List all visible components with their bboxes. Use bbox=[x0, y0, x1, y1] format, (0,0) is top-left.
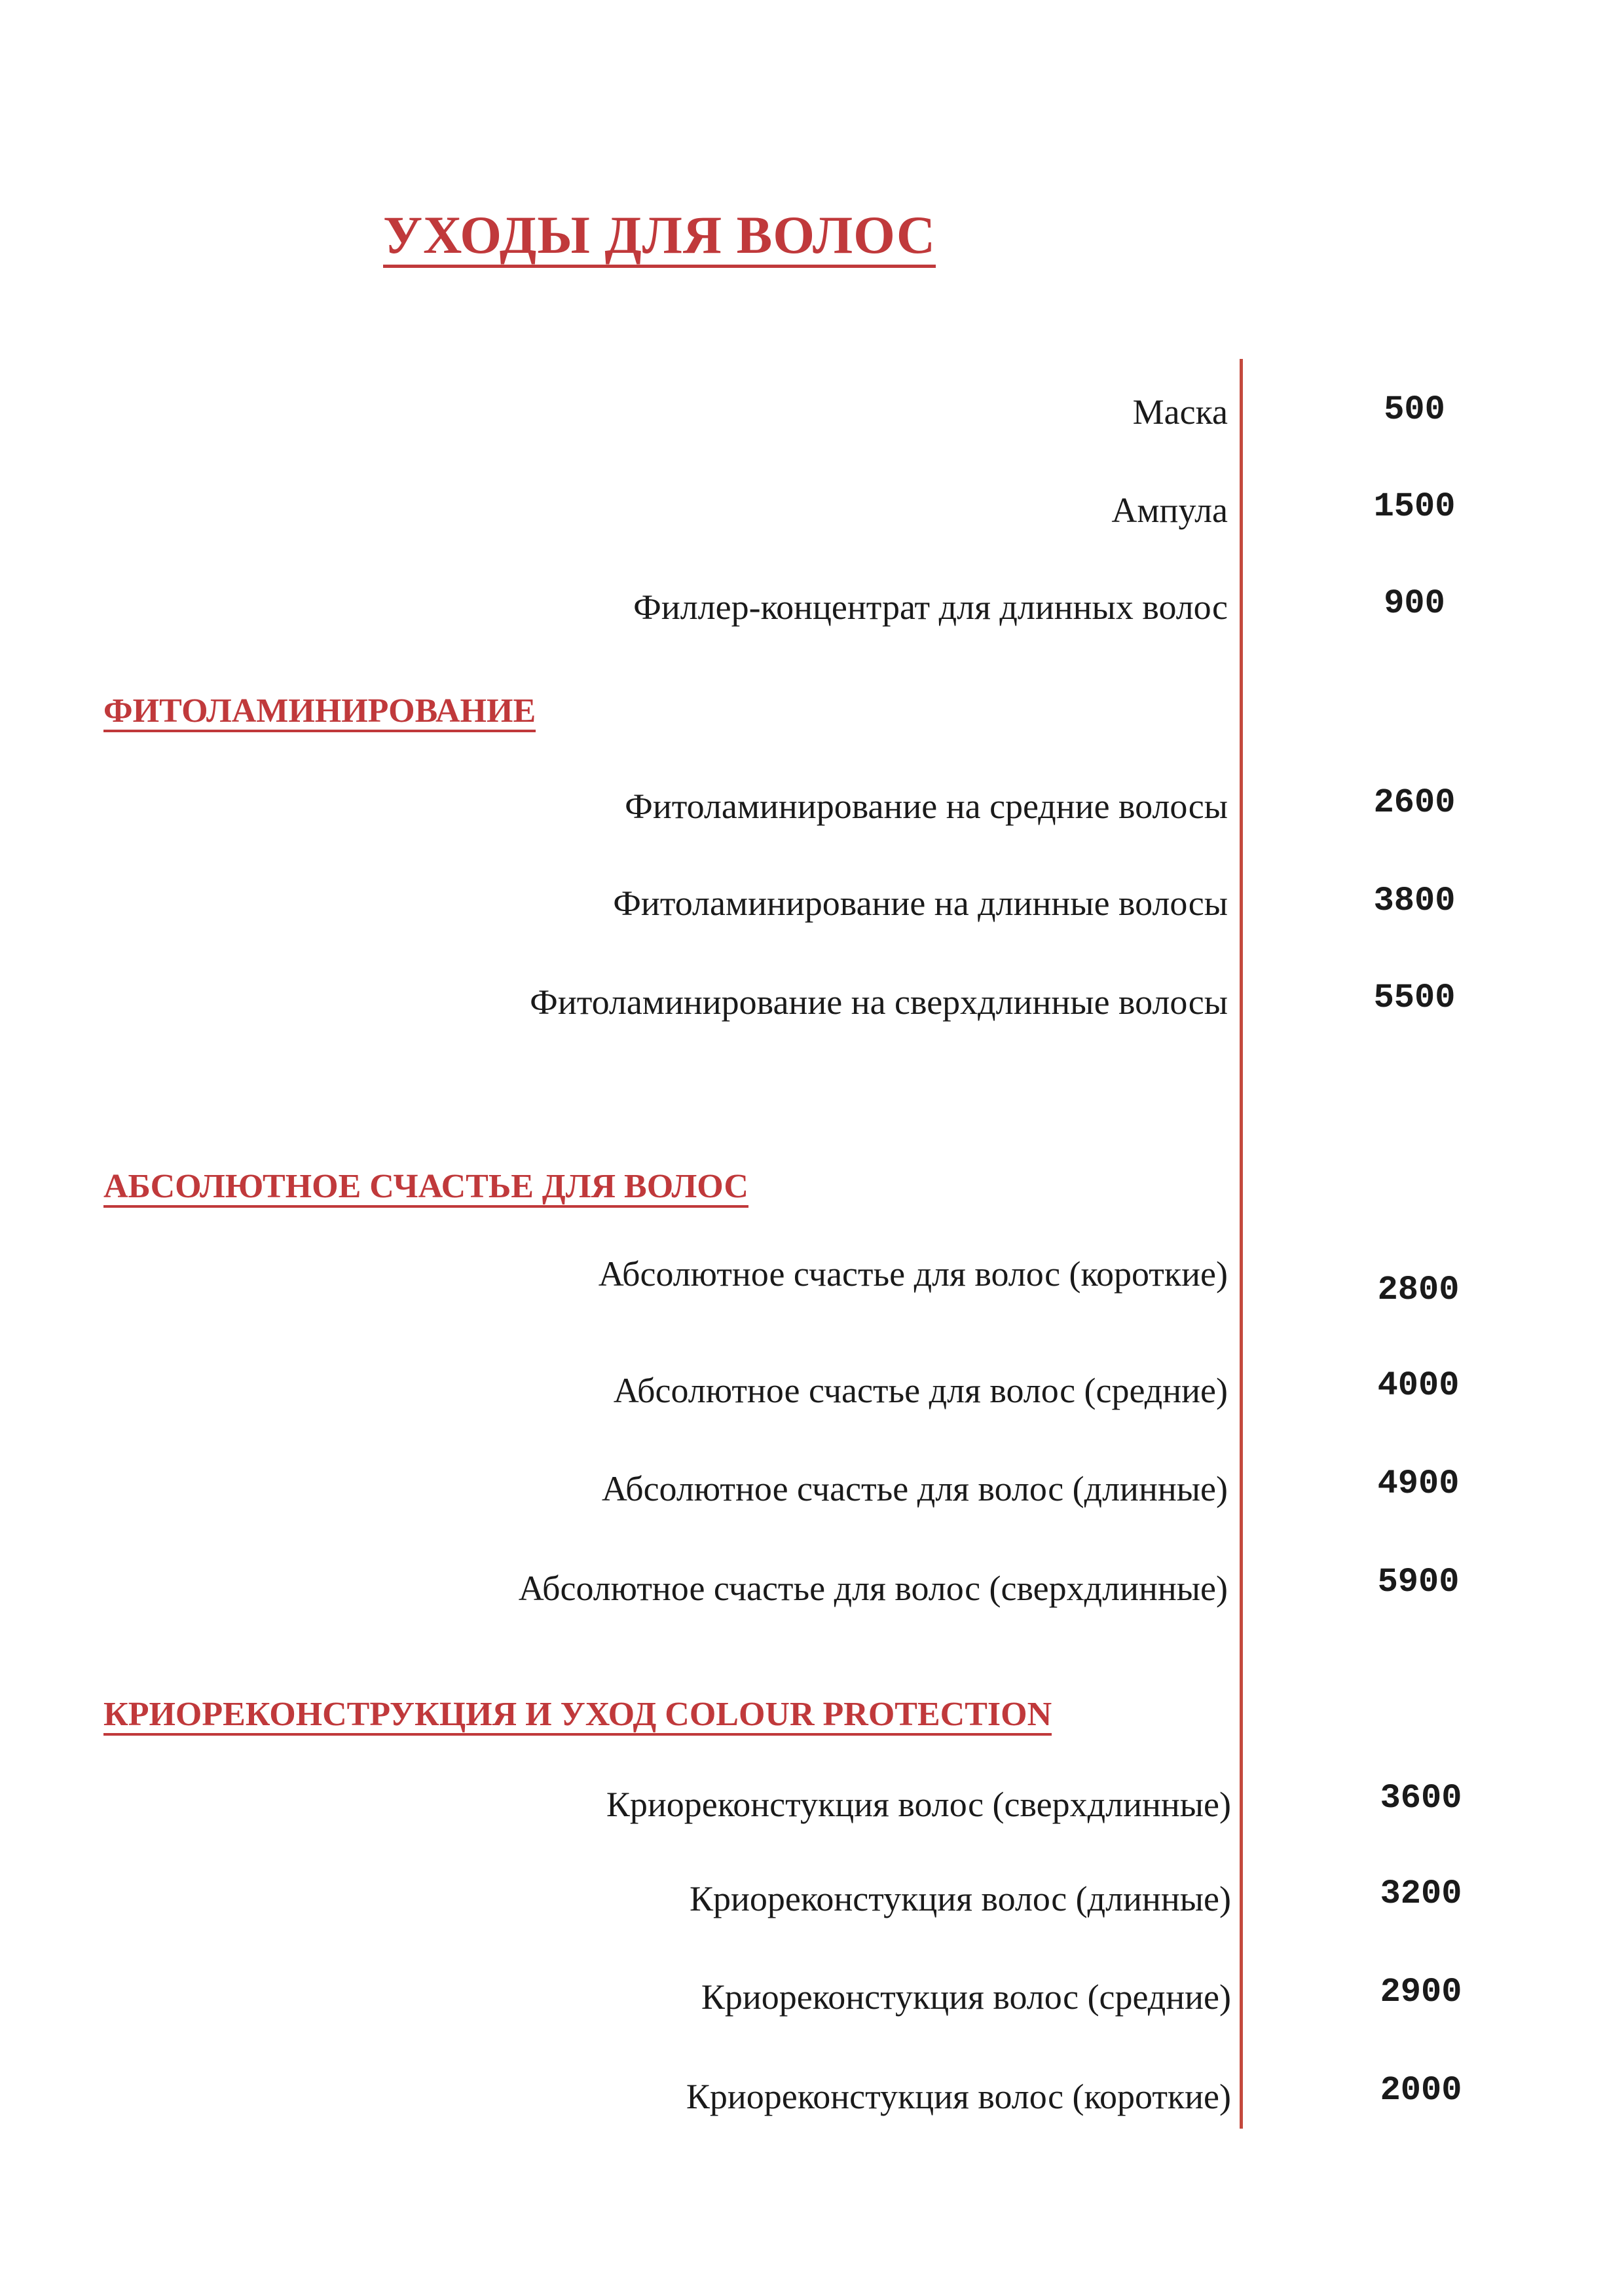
menu-item-price: 3800 bbox=[1373, 882, 1456, 920]
menu-item-price: 5900 bbox=[1377, 1563, 1460, 1601]
menu-item-name: Фитоламинирование на сверхдлинные волосы bbox=[530, 982, 1228, 1022]
menu-item-price: 2900 bbox=[1380, 1973, 1462, 2011]
menu-item-price: 1500 bbox=[1373, 487, 1456, 526]
menu-item-price: 5500 bbox=[1373, 979, 1456, 1017]
section-heading-fitolamination: ФИТОЛАМИНИРОВАНИЕ bbox=[103, 694, 536, 732]
menu-item-name: Криореконстукция волос (сверхдлинные) bbox=[606, 1785, 1231, 1824]
menu-item-name: Криореконстукция волос (короткие) bbox=[686, 2077, 1231, 2116]
section-heading-cryo: КРИОРЕКОНСТРУКЦИЯ И УХОД COLOUR PROTECTION bbox=[103, 1698, 1052, 1736]
menu-item-price: 3600 bbox=[1380, 1779, 1462, 1818]
menu-item-name: Фитоламинирование на длинные волосы bbox=[613, 884, 1228, 923]
menu-item-name: Абсолютное счастье для волос (средние) bbox=[613, 1371, 1228, 1410]
menu-item-price: 2600 bbox=[1373, 783, 1456, 822]
menu-item-name: Фитоламинирование на средние волосы bbox=[625, 787, 1228, 826]
menu-item-name: Маска bbox=[1132, 392, 1228, 432]
menu-item-name: Филлер-концентрат для длинных волос bbox=[633, 588, 1228, 627]
menu-item-price: 3200 bbox=[1380, 1875, 1462, 1913]
menu-item-name: Криореконстукция волос (средние) bbox=[701, 1977, 1231, 2017]
menu-item-name: Криореконстукция волос (длинные) bbox=[689, 1879, 1231, 1918]
menu-item-name: Абсолютное счастье для волос (сверхдлинные) bbox=[518, 1569, 1228, 1608]
menu-item-name: Абсолютное счастье для волос (длинные) bbox=[601, 1469, 1228, 1508]
menu-item-name: Ампула bbox=[1111, 491, 1228, 530]
menu-item-name: Абсолютное счастье для волос (короткие) bbox=[598, 1254, 1228, 1294]
menu-item-price: 4000 bbox=[1377, 1366, 1460, 1405]
menu-item-price: 500 bbox=[1384, 390, 1445, 429]
menu-item-price: 900 bbox=[1384, 584, 1445, 623]
menu-item-price: 2800 bbox=[1377, 1271, 1460, 1309]
menu-item-price: 2000 bbox=[1380, 2071, 1462, 2110]
column-divider bbox=[1240, 359, 1243, 2129]
section-heading-absolute-happiness: АБСОЛЮТНОЕ СЧАСТЬЕ ДЛЯ ВОЛОС bbox=[103, 1170, 748, 1208]
menu-item-price: 4900 bbox=[1377, 1465, 1460, 1503]
page-title: УХОДЫ ДЛЯ ВОЛОС bbox=[383, 208, 936, 268]
